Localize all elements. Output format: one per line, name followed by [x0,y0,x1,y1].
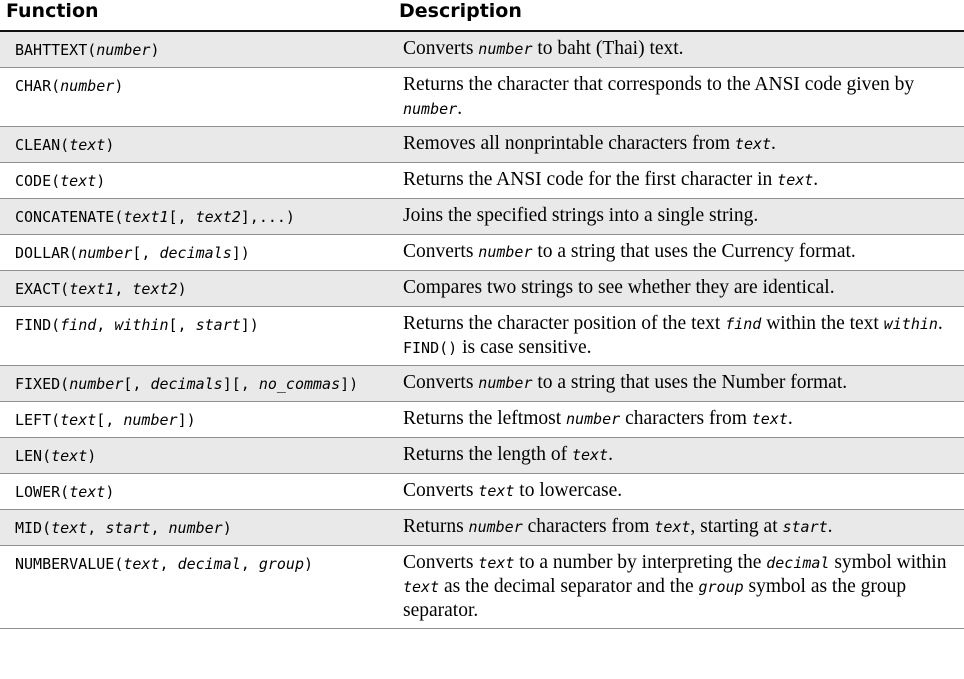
function-cell [0,163,393,199]
description-text: . [827,516,833,537]
argument-reference: text [571,446,609,464]
description-text: to a string that uses the Number format. [532,372,848,393]
function-argument: within [114,316,169,334]
argument-reference: group [698,578,744,596]
description-text: . [787,408,793,429]
argument-reference: number [478,243,533,261]
function-syntax: BAHTTEXT( [15,41,97,59]
description-text: Returns the character that corresponds to the ANSI code given by [403,74,915,95]
argument-reference: decimal [766,554,830,572]
description-text: . [937,313,943,334]
argument-reference: start [782,518,828,536]
function-cell [0,31,393,68]
function-argument: number [123,411,178,429]
function-syntax: [, [96,411,124,429]
description-cell [393,127,964,163]
description-cell [393,163,964,199]
function-argument: no_commas [258,375,341,393]
function-syntax: ) [177,280,187,298]
function-syntax: FIND( [15,316,61,334]
description-text: . [813,169,819,190]
function-syntax: ]) [340,375,359,393]
function-argument: number [168,519,223,537]
argument-reference: number [566,410,621,428]
description-text: to a string that uses the Currency format. [532,241,856,262]
description-cell [393,199,964,235]
description-text: Converts [403,372,479,393]
description-text: to baht (Thai) text. [532,38,684,59]
function-argument: text [51,519,88,537]
function-argument: text1 [69,280,115,298]
function-syntax: ][, [222,375,259,393]
function-syntax: DOLLAR( [15,244,79,262]
description-cell [393,402,964,438]
description-text: . [457,98,463,119]
argument-reference: number [403,100,458,118]
argument-reference: text [751,410,788,428]
function-syntax: ) [105,483,115,501]
function-argument: decimals [150,375,223,393]
function-argument: number [60,77,115,95]
table-row [0,510,964,546]
description-text: Compares two strings to see whether they are identical. [403,277,835,298]
table-row [0,199,964,235]
table-row [0,127,964,163]
description-text: Converts [403,241,479,262]
description-cell [393,510,964,546]
function-syntax: ) [222,519,232,537]
function-argument: find [60,316,97,334]
function-argument: text [60,411,97,429]
header-description: Description [393,0,964,31]
description-text: symbol as the group separator. [403,576,907,621]
function-cell [0,474,393,510]
table-row [0,402,964,438]
argument-reference: text [403,578,440,596]
description-text: within the text [761,313,884,334]
function-argument: text [60,172,97,190]
function-syntax: CHAR( [15,77,61,95]
table-row [0,31,964,68]
description-text: as the decimal separator and the [439,576,699,597]
function-cell [0,68,393,127]
function-cell [0,510,393,546]
function-argument: text [69,483,106,501]
function-syntax: ]) [231,244,250,262]
function-argument: group [258,555,304,573]
function-syntax: , [96,316,115,334]
table-row [0,307,964,366]
header-row [0,0,964,31]
function-argument: number [96,41,151,59]
function-cell [0,366,393,402]
argument-reference: number [478,374,533,392]
function-syntax: ]) [177,411,196,429]
function-syntax: ) [96,172,106,190]
argument-reference: find [725,315,762,333]
function-syntax: ],...) [240,208,295,226]
function-syntax: [, [168,208,196,226]
function-argument: start [195,316,241,334]
table-row [0,271,964,307]
table-row [0,438,964,474]
function-syntax: ) [304,555,314,573]
argument-reference: text [478,482,515,500]
argument-reference: text [478,554,515,572]
argument-reference: number [468,518,523,536]
function-cell [0,307,393,366]
function-cell [0,402,393,438]
table-row [0,68,964,127]
argument-reference: number [478,40,533,58]
argument-reference: within [883,315,938,333]
function-syntax: , [159,555,178,573]
description-text: characters from [620,408,752,429]
description-text: . [608,444,613,465]
function-syntax: ) [105,136,115,154]
function-syntax: LOWER( [15,483,70,501]
function-syntax: [, [132,244,160,262]
function-argument: text2 [195,208,241,226]
description-text: Converts [403,552,479,573]
description-text: Converts [403,38,479,59]
description-cell [393,546,964,629]
description-text: , starting at [690,516,783,537]
function-syntax: CODE( [15,172,61,190]
function-argument: number [69,375,124,393]
function-argument: decimal [177,555,241,573]
description-text: Returns the ANSI code for the first character in [403,169,778,190]
function-argument: decimals [159,244,232,262]
argument-reference: text [777,171,814,189]
table-row [0,366,964,402]
argument-reference: text [734,135,772,153]
description-cell [393,307,964,366]
function-syntax: , [87,519,106,537]
function-argument: text2 [132,280,178,298]
function-syntax: CONCATENATE( [15,208,124,226]
function-syntax: [, [123,375,151,393]
description-text: to a number by interpreting the [514,552,767,573]
description-text: Returns the leftmost [403,408,567,429]
description-cell [393,235,964,271]
table-row [0,474,964,510]
table-body [0,31,964,629]
description-cell [393,438,964,474]
function-cell [0,199,393,235]
description-text: to lowercase. [514,480,623,501]
description-cell [393,68,964,127]
function-cell [0,438,393,474]
function-syntax: LEN( [15,447,52,465]
argument-reference: text [654,518,691,536]
function-syntax: , [240,555,259,573]
code-reference: FIND() [403,339,458,357]
function-argument: text [123,555,160,573]
function-syntax: [, [168,316,196,334]
function-argument: number [78,244,133,262]
function-argument: text [51,447,88,465]
description-text: . [771,133,776,154]
description-text: characters from [522,516,655,537]
description-cell [393,271,964,307]
function-cell [0,546,393,629]
function-argument: text [69,136,106,154]
function-argument: text1 [123,208,169,226]
function-cell [0,235,393,271]
table-row [0,235,964,271]
description-text: Joins the specified strings into a single string. [403,205,759,226]
table-row [0,546,964,629]
function-cell [0,271,393,307]
description-text: is case sensitive. [457,337,592,358]
function-syntax: CLEAN( [15,136,70,154]
function-syntax: ) [87,447,97,465]
function-syntax: MID( [15,519,52,537]
description-text: Returns [403,516,469,537]
function-argument: start [105,519,151,537]
function-syntax: , [114,280,133,298]
description-text: Returns the length of [403,444,572,465]
function-syntax: NUMBERVALUE( [15,555,124,573]
function-syntax: LEFT( [15,411,61,429]
function-syntax: ) [150,41,160,59]
header-function: Function [0,0,393,31]
function-syntax: ]) [240,316,259,334]
description-cell [393,366,964,402]
function-syntax: , [150,519,169,537]
table-row [0,163,964,199]
description-text: Removes all nonprintable characters from [403,133,735,154]
function-syntax: EXACT( [15,280,70,298]
description-text: Converts [403,480,479,501]
description-text: Returns the character position of the text [403,313,726,334]
function-syntax: FIXED( [15,375,70,393]
function-syntax: ) [114,77,124,95]
description-cell [393,31,964,68]
table-header [0,0,964,31]
description-text: symbol within [829,552,947,573]
function-cell [0,127,393,163]
description-cell [393,474,964,510]
